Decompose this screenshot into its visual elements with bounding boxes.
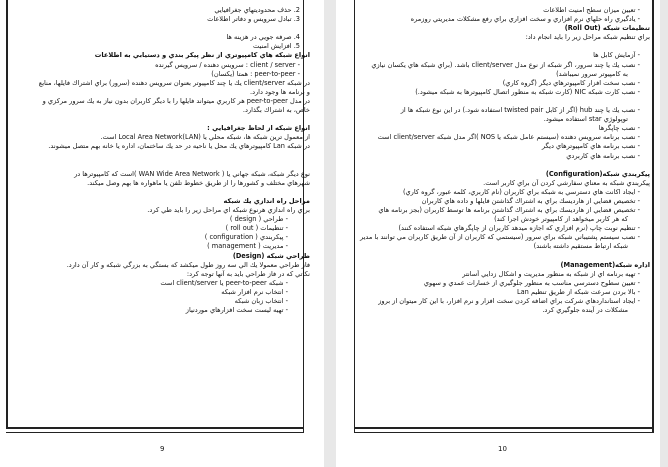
text-line: در شبكه Lan كامپيوترهاي يك محل يا ناحيه در حد يك ساختمان، اداره يا خانه بهم متصل ميشوند. [48,142,310,151]
text-line: توپولوژي star استفاده ميشود. [543,115,628,124]
text-line [346,97,650,106]
text-line: - تعيين ميزان سطح امنيت اطلاعات [543,6,640,14]
text-line: از معمول ترين شبكه ها، شبكه محلي يا Local Area Network(LAN) است. [100,133,310,142]
text-line: - ايجاد استانداردهاي شركت براي اضافه كردن سخت افزار و نرم افزار، با اين كار ميتوان از بروز [378,297,640,305]
text-line: كه هر كاربر ميخواهد از كامپيوتر خودش اجرا كند) [494,215,628,224]
text-line: - نصب كارت شبكه NIC (كارت شبكه به منظور اتصال كامپيوترها به شبكه ميشود.) [415,87,640,96]
text-line [6,115,310,124]
section-heading: طراحي شبكه (Design) [232,251,310,260]
text-line [346,42,650,51]
text-line: - نصب سخت افزار كامپيوترهاي ديگر (گروه كاري) [502,78,640,87]
text-line: - تخصيص فضايي از هارديسك براي به اشتراك گذاشتن فايلها و داده هاي كاربران [421,196,640,205]
text-line: براي راه اندازي هرنوع شبكه اي مراحل زير را بايد طي كرد. [147,206,310,215]
page-number: 9 [160,445,165,453]
text-line: 2. حذف محدوديتهاي جغرافيايي [214,6,300,14]
text-line: - مديريت ( management ) [207,242,288,251]
text-line: - آزمايش كابل ها [593,51,640,60]
section-heading: مراحل راه اندازي يك شبكه [223,196,310,205]
text-line [6,161,310,170]
text-line [6,24,310,33]
text-line: شبكه ارتباط مستقيم داشته باشند) [533,242,628,251]
text-line: خاص، به اشتراك بگذارد. [242,106,310,115]
text-line: - انتخاب نرم افزار شبكه [221,287,288,296]
text-line: نكاتي كه در فاز طراحي بايد به آنها توجه كرد: [186,269,310,278]
text-line: - تهيه برنامه اي از شبكه به منظور مديريت و اشكال زدايي آسانتر [462,269,640,278]
text-line: - client / server : سرويس دهنده / سرويس گيرنده [155,60,300,69]
text-line: - يادگيري راه حلهاي نرم افزاري و سخت افزاري براي رفع مشكلات مديريتي روزمره [410,15,640,24]
text-line: - پيكربندي ( configuration ) [204,233,288,242]
section-heading: تنظيمات شبكه (Roll Out) [564,24,650,33]
text-line: - نصب برنامه هاي كامپيوترهاي ديگر [541,142,640,151]
text-line: در مدل peer-to-peer هر كاربري ميتواند فايلها را با ديگر كاربران بدون نياز به يك سرور مركزي و [42,96,310,105]
text-line: به كامپيوتر سرور نميباشد) [556,69,628,78]
text-line [346,252,650,261]
text-line: مشكلات در آينده جلوگيري كرد. [542,306,628,315]
text-line: 5. افزايش امنيت [252,42,300,51]
text-line: نوع ديگر شبكه، شبكه جهاني يا ( WAN Wide Area Network )است كه كامپيوترها در [74,169,310,178]
text-line [346,161,650,170]
text-line: در شبكه client/server يك يا چند كامپيوتر بعنوان سرويس دهنده (سرور) براي اشتراك فايلها، منابع [38,78,310,87]
text-line: - تنظيمات ( roll out ) [225,224,288,233]
text-line: - انتخاب زبان شبكه [234,297,288,305]
text-line: - نصب برنامه هاي كاربردي [566,151,640,160]
text-line: 3. تبادل سرويس و دفاتر اطلاعات [207,15,300,24]
section-heading: پيكربندي شبكه(Configuration) [545,169,650,178]
text-line: - بالا بردن سرعت شبكه از طريق تنظيم Lan [516,287,640,296]
text-line: - ايجاد اكانت هاي دسترسي به شبكه براي كاربران (نام كاربري، كلمه عبور، گروه كاري) [402,187,640,196]
page-10-text [346,6,650,315]
text-line: - تخصيص فضايي از هارديسك براي به اشتراك گذاشتن برنامه ها توسط كاربران (بجز برنامه هاي [378,206,640,215]
text-line: 4. صرفه جويي در هزينه ها [226,33,300,42]
text-line [6,188,310,197]
text-line: - تهيه ليست سخت افزارهاي موردنياز [185,306,288,315]
text-line: - نصب يك يا چند سرور، اگر شبكه از نوع مدل client/server باشد. (براي شبكه هاي يكسان نيازي [371,60,640,69]
section-heading: انواع شبكه از لحاظ جغرافيايي : [207,124,310,133]
text-line: - نصب برنامه سرويس دهنده (سيستم عامل شبكه يا NOS )اگر مدل شبكه client/server است [377,133,640,142]
page-10 [336,0,660,467]
section-heading: انواع شبكه هاي كامپيوتري از نظر پيكر بندي و دستيابي به اطلاعات [94,51,310,60]
section-heading: اداره شبكه(Management) [560,260,650,269]
page-9 [0,0,324,467]
text-line: - نصب يك يا چند hub (اگر از كابل twisted pair استفاده شود.) در اين نوع شبكه ها از [400,106,640,115]
text-line: - نصب سيستم پشتيباني شبكه براي سرور (سيستمي كه كاربران از آن طريق كاربران مي توانند با مدير [359,233,640,242]
text-line: براي تنظيم شبكه مراحل زير را بايد انجام داد: [525,33,650,42]
text-line: - peer-to-peer : همتا (يكسان) [211,69,300,78]
text-line: - تعيين سطوح دسترسي مناسب به منظور جلوگيري از خسارات عمدي و سهوي [423,278,640,287]
page-9-text [6,6,310,315]
text-line: شهرهاي مختلف و كشورها را از طريق خطوط تلفن يا ماهواره ها بهم وصل ميكند. [87,178,310,187]
page-number: 10 [498,445,507,453]
text-line: فاز طراحي معمولا يك الي سه روز طول ميكشد كه بستگي به بزرگي شبكه و كار آن دارد. [66,260,310,269]
text-line: پيكربندي شبكه به معناي سفارشي كردن آن براي كاربر است. [483,178,650,187]
text-line [6,152,310,161]
text-line: - نصب چاپگرها [598,124,640,133]
text-line: - طراحي ( design ) [229,215,288,224]
text-line: - شبكه peer-to-peer يا client/server است [160,278,288,287]
text-line: و برنامه ها وجود دارد. [249,87,310,96]
text-line: - تنظيم نوبت چاپ (نرم افزاري كه اجازه ميدهد كاربران از چاپگرهاي شبكه استفاده كنند) [398,224,640,233]
